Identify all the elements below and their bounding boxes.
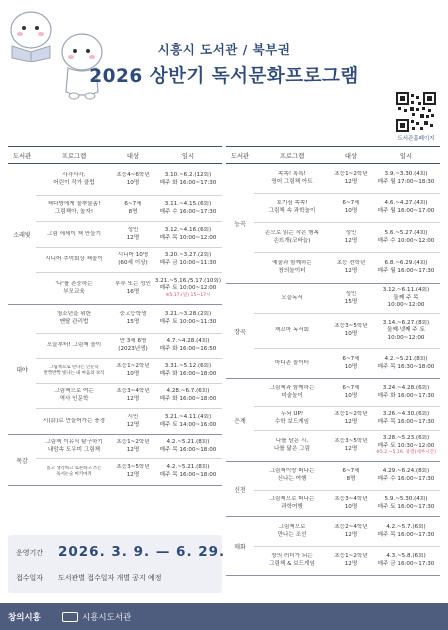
program-date: 4.3.~5.8.(6회) 매주 금 16:00~17:30	[377, 553, 435, 567]
schedule-note: ※5.2.~5.16. 중결(세부시간)	[376, 450, 436, 456]
program-row	[36, 248, 222, 273]
program-row	[36, 409, 222, 434]
program-date: 3.21.~4.11.(4회) 매주 토 14:00~16:00	[159, 413, 217, 428]
header-library: 도서관	[230, 152, 250, 160]
info-box	[8, 535, 226, 593]
program-date: 3.28.~5.23.(6회) 매주 토 10:30~12:00 ※5.2.~5.16. 중결(세부시간)	[372, 435, 440, 456]
program-date: 3.14.~6.27.(8회) 둘째·넷째 주 토 10:00~12:00	[382, 319, 430, 341]
library-group	[226, 284, 440, 379]
program-date: 4.28.~6.7.(6회) 매주 화 16:00~18:00	[159, 388, 217, 402]
program-date: 4.2.~5.21.(8회) 매주 목 16:00~18:00	[159, 464, 217, 478]
program-name: 호기심 쏙쏙! 그림책 속 과학놀이	[268, 200, 316, 214]
library-group	[8, 435, 222, 486]
program-date: 3.21.~3.28.(2회) 매주 토 10:00~11:30	[159, 311, 217, 325]
program-name: 나를 담은 시, 나를 닮은 그림	[274, 438, 310, 452]
program-row	[254, 407, 440, 431]
program-name: 두뇌 UP! 수학 보드게임	[274, 410, 310, 425]
library-group	[226, 164, 440, 284]
program-target: 6~7세 8명	[124, 200, 142, 215]
program-target: 6~7세 10명	[342, 384, 360, 399]
program-name: 그림 에세이 책 만들기	[47, 230, 101, 237]
program-date: 3.12.~6.11.(4회) 둘째 주 목 10:00~12:00	[382, 287, 430, 309]
library-name: 소래빛	[13, 231, 31, 239]
library-badge-icon	[62, 612, 78, 622]
header-program: 프로그램	[279, 152, 305, 160]
table-header	[226, 146, 440, 164]
program-target: 성인 12명	[344, 229, 358, 244]
program-date: 3.20.~3.27.(2회) 매주 금 10:00~11:30	[159, 252, 217, 266]
program-name: 사각사각, 어린이 작가 클럽	[53, 171, 95, 186]
program-row	[36, 459, 222, 485]
program-target: 6~7세 8명	[342, 468, 360, 482]
table-header	[8, 146, 222, 164]
program-target: 초등 전학년 12명	[336, 260, 366, 274]
library-group	[226, 379, 440, 462]
program-target: 초등1~2학년 12명	[334, 410, 368, 425]
program-date: 3.11.~4.15.(6회) 매주 수 16:00~17:30	[159, 200, 217, 215]
program-row	[36, 359, 222, 384]
library-group	[226, 517, 440, 576]
program-name: 손으로 읽는 작은 행복 손뜨개(코바늘)	[265, 229, 319, 244]
program-name: 예술과 함께하는 창의놀이터	[272, 260, 312, 274]
program-name: 그림책으로 만나는 인문학 반짝반짝 빛나는 내 마음의 보석	[43, 365, 105, 376]
program-row	[36, 196, 222, 222]
program-name: 그림책으로 떠나는 과학여행	[269, 495, 315, 510]
program-target: 초등1~2학년 10명	[116, 363, 150, 377]
program-date: 4.6.~4.27.(4회) 매주 월 16:00~17:00	[377, 200, 435, 214]
program-target: 성인 15명	[344, 290, 358, 305]
program-name: '나'를 존중하는 부모교육	[55, 280, 93, 295]
library-name: 목감	[16, 457, 28, 465]
program-target: 초등2~4학년 12명	[334, 523, 368, 538]
program-target: 초등3~5학년 10명	[334, 323, 368, 337]
program-target: 초등3~5학년 12명	[116, 464, 150, 478]
program-row	[254, 223, 440, 253]
program-name: 창의 러더가 되는 그림책 & 보드게임	[269, 553, 315, 567]
program-date: 6.8.~6.29.(4회) 매주 월 16:00~17:30	[377, 260, 435, 274]
program-target: 6~7세 10명	[342, 200, 360, 214]
program-target: 부부 또는 성인 16명	[115, 280, 151, 295]
program-date: 4.2.~5.21.(8회) 매주 목 16:30~18:00	[377, 355, 435, 370]
program-target: 성인 12명	[126, 226, 140, 241]
program-row	[36, 305, 222, 334]
header	[0, 0, 448, 142]
program-name: 그림책과 함께하는 미술놀이	[269, 384, 315, 399]
program-date: 3.26.~4.30.(6회) 매주 목 16:00~17:30	[377, 410, 435, 425]
footer	[0, 603, 448, 630]
apply-value: 도서관별 접수일자 개별 공지 예정	[58, 574, 162, 582]
program-name: 시니어 추억회상 책놀이	[45, 256, 103, 263]
program-name: 책꼬마 독서회	[274, 327, 310, 334]
header-target: 대상	[126, 152, 140, 160]
header-target: 대상	[344, 152, 358, 160]
program-date: 4.29.~6.24.(8회) 매주 수 16:00~17:30	[377, 468, 435, 482]
header-date: 일시	[399, 152, 413, 160]
library-group	[226, 462, 440, 517]
library-name: 대야	[16, 367, 28, 374]
program-name: 그림책이랑 떠나는 신나는 여행	[269, 468, 315, 482]
program-target: 초등1~2학년 12명	[334, 170, 368, 185]
program-row	[36, 273, 222, 304]
program-row	[254, 284, 440, 314]
program-name: 쏙쏙! 톡톡! 영어 그림책 아트	[271, 170, 313, 185]
program-date: 5.9.~5.30.(4회) 매주 토 16:00~17:30	[377, 495, 435, 510]
program-date: 3.21.~5.16./5.17.(10회) 매주 토 10:00~12:00 ※5.17.(일) 15~17시	[154, 277, 222, 298]
program-name: 그림책으로 여는 역사 인문학	[54, 388, 94, 402]
library-name: 은계	[234, 417, 246, 425]
program-table-left	[8, 146, 222, 486]
apply-label: 접수일자	[16, 574, 44, 582]
program-name: 시(詩)로 만들어가는 풍경	[42, 417, 106, 424]
page-title: 2026 상반기 독서문화프로그램	[89, 66, 359, 87]
program-target: 초등1~2학년 12명	[334, 553, 368, 567]
header-date: 일시	[181, 152, 195, 160]
program-row	[254, 194, 440, 223]
program-row	[254, 517, 440, 547]
program-row	[254, 462, 440, 491]
program-row	[36, 222, 222, 248]
library-group	[8, 164, 222, 305]
program-row	[254, 314, 440, 349]
program-row	[254, 431, 440, 461]
qr-code-icon[interactable]	[396, 92, 436, 132]
qr-label: 도서관홈페이지	[397, 136, 435, 142]
program-name: 오늘부터! 그림책 놀이	[46, 342, 102, 349]
program-date: 3.24.~4.28.(6회) 매주 화 16:00~17:30	[377, 384, 435, 399]
program-row	[254, 491, 440, 516]
program-target: 초등3~4학년 12명	[116, 388, 150, 402]
program-date: 3.12.~4.16.(6회) 매주 목 10:00~12:00	[159, 226, 217, 241]
program-row	[254, 349, 440, 378]
program-row	[36, 435, 222, 459]
program-row	[254, 253, 440, 283]
program-name: 읽고 생각하고 토론하고 쓰는 독서논술 마키마켜	[46, 466, 102, 477]
library-name: 장곡	[234, 328, 246, 336]
period-value: 2026. 3. 9. — 6. 29.	[58, 544, 226, 560]
program-name: 마디존 놀이터	[274, 359, 310, 366]
program-date: 5.6.~5.27.(4회) 매주 수 10:00~12:00	[377, 229, 435, 244]
header-program: 프로그램	[61, 152, 87, 160]
program-row	[36, 164, 222, 196]
program-row	[36, 384, 222, 409]
program-date: 3.9.~3.30.(4회) 매주 월 17:00~18:30	[377, 170, 435, 185]
library-name: 능곡	[234, 221, 246, 228]
program-date: 4.2.~5.7.(6회) 매주 목 16:00~17:30	[377, 523, 435, 538]
program-date: 4.7.~4.28.(4회) 매주 화 16:00~16:50	[159, 338, 217, 352]
program-target: 6~7세 10명	[342, 355, 360, 370]
program-target: 초등3~5학년 12명	[334, 438, 368, 452]
program-name: 그림책 이유식 탐구하기 내맘속 도우미 그림책	[45, 438, 103, 453]
program-target: 시민 12명	[126, 413, 140, 428]
program-row	[254, 547, 440, 575]
program-date: 4.2.~5.21.(8회) 매주 목 16:00~18:00	[159, 438, 217, 453]
program-name: 그림책으로 만나는 조선	[277, 523, 307, 538]
program-row	[254, 379, 440, 407]
city-logo: 창의시흥	[8, 613, 41, 623]
program-target: 시니어 10명 (60세 이상)	[117, 252, 149, 266]
program-name: 책다방에게 물뿌물좀! 그림책아, 놀자!	[47, 200, 101, 215]
program-row	[36, 334, 222, 359]
program-row	[254, 164, 440, 194]
library-group	[8, 305, 222, 435]
page-subtitle: 시흥시 도서관 / 북부권	[157, 42, 291, 57]
program-target: 초등4~6학년 10명	[116, 171, 150, 186]
library-logo: 시흥시도서관	[82, 613, 132, 623]
library-name: 신천	[234, 486, 246, 494]
header-library: 도서관	[12, 152, 32, 160]
library-name: 매화	[234, 543, 246, 551]
program-date: 3.10.~6.2.(12회) 매주 화 16:00~17:30	[159, 171, 217, 186]
program-target: 초등3~4학년 10명	[334, 495, 368, 510]
program-target: 초등1~2학년 12명	[116, 438, 150, 453]
program-target: 중고등학생 15명	[119, 311, 147, 325]
program-name: 오늘독서	[281, 294, 303, 301]
schedule-note: ※5.17.(일) 15~17시	[165, 292, 211, 298]
period-label: 운영기간	[16, 549, 44, 557]
program-name: 청소년을 위한 맨탈 관리법	[56, 311, 92, 325]
program-table-right	[226, 146, 440, 576]
program-date: 3.31.~5.12.(6회) 매주 화 16:00~18:00	[159, 363, 217, 377]
program-target: 만 3세 6명 (2023년생)	[118, 338, 148, 352]
